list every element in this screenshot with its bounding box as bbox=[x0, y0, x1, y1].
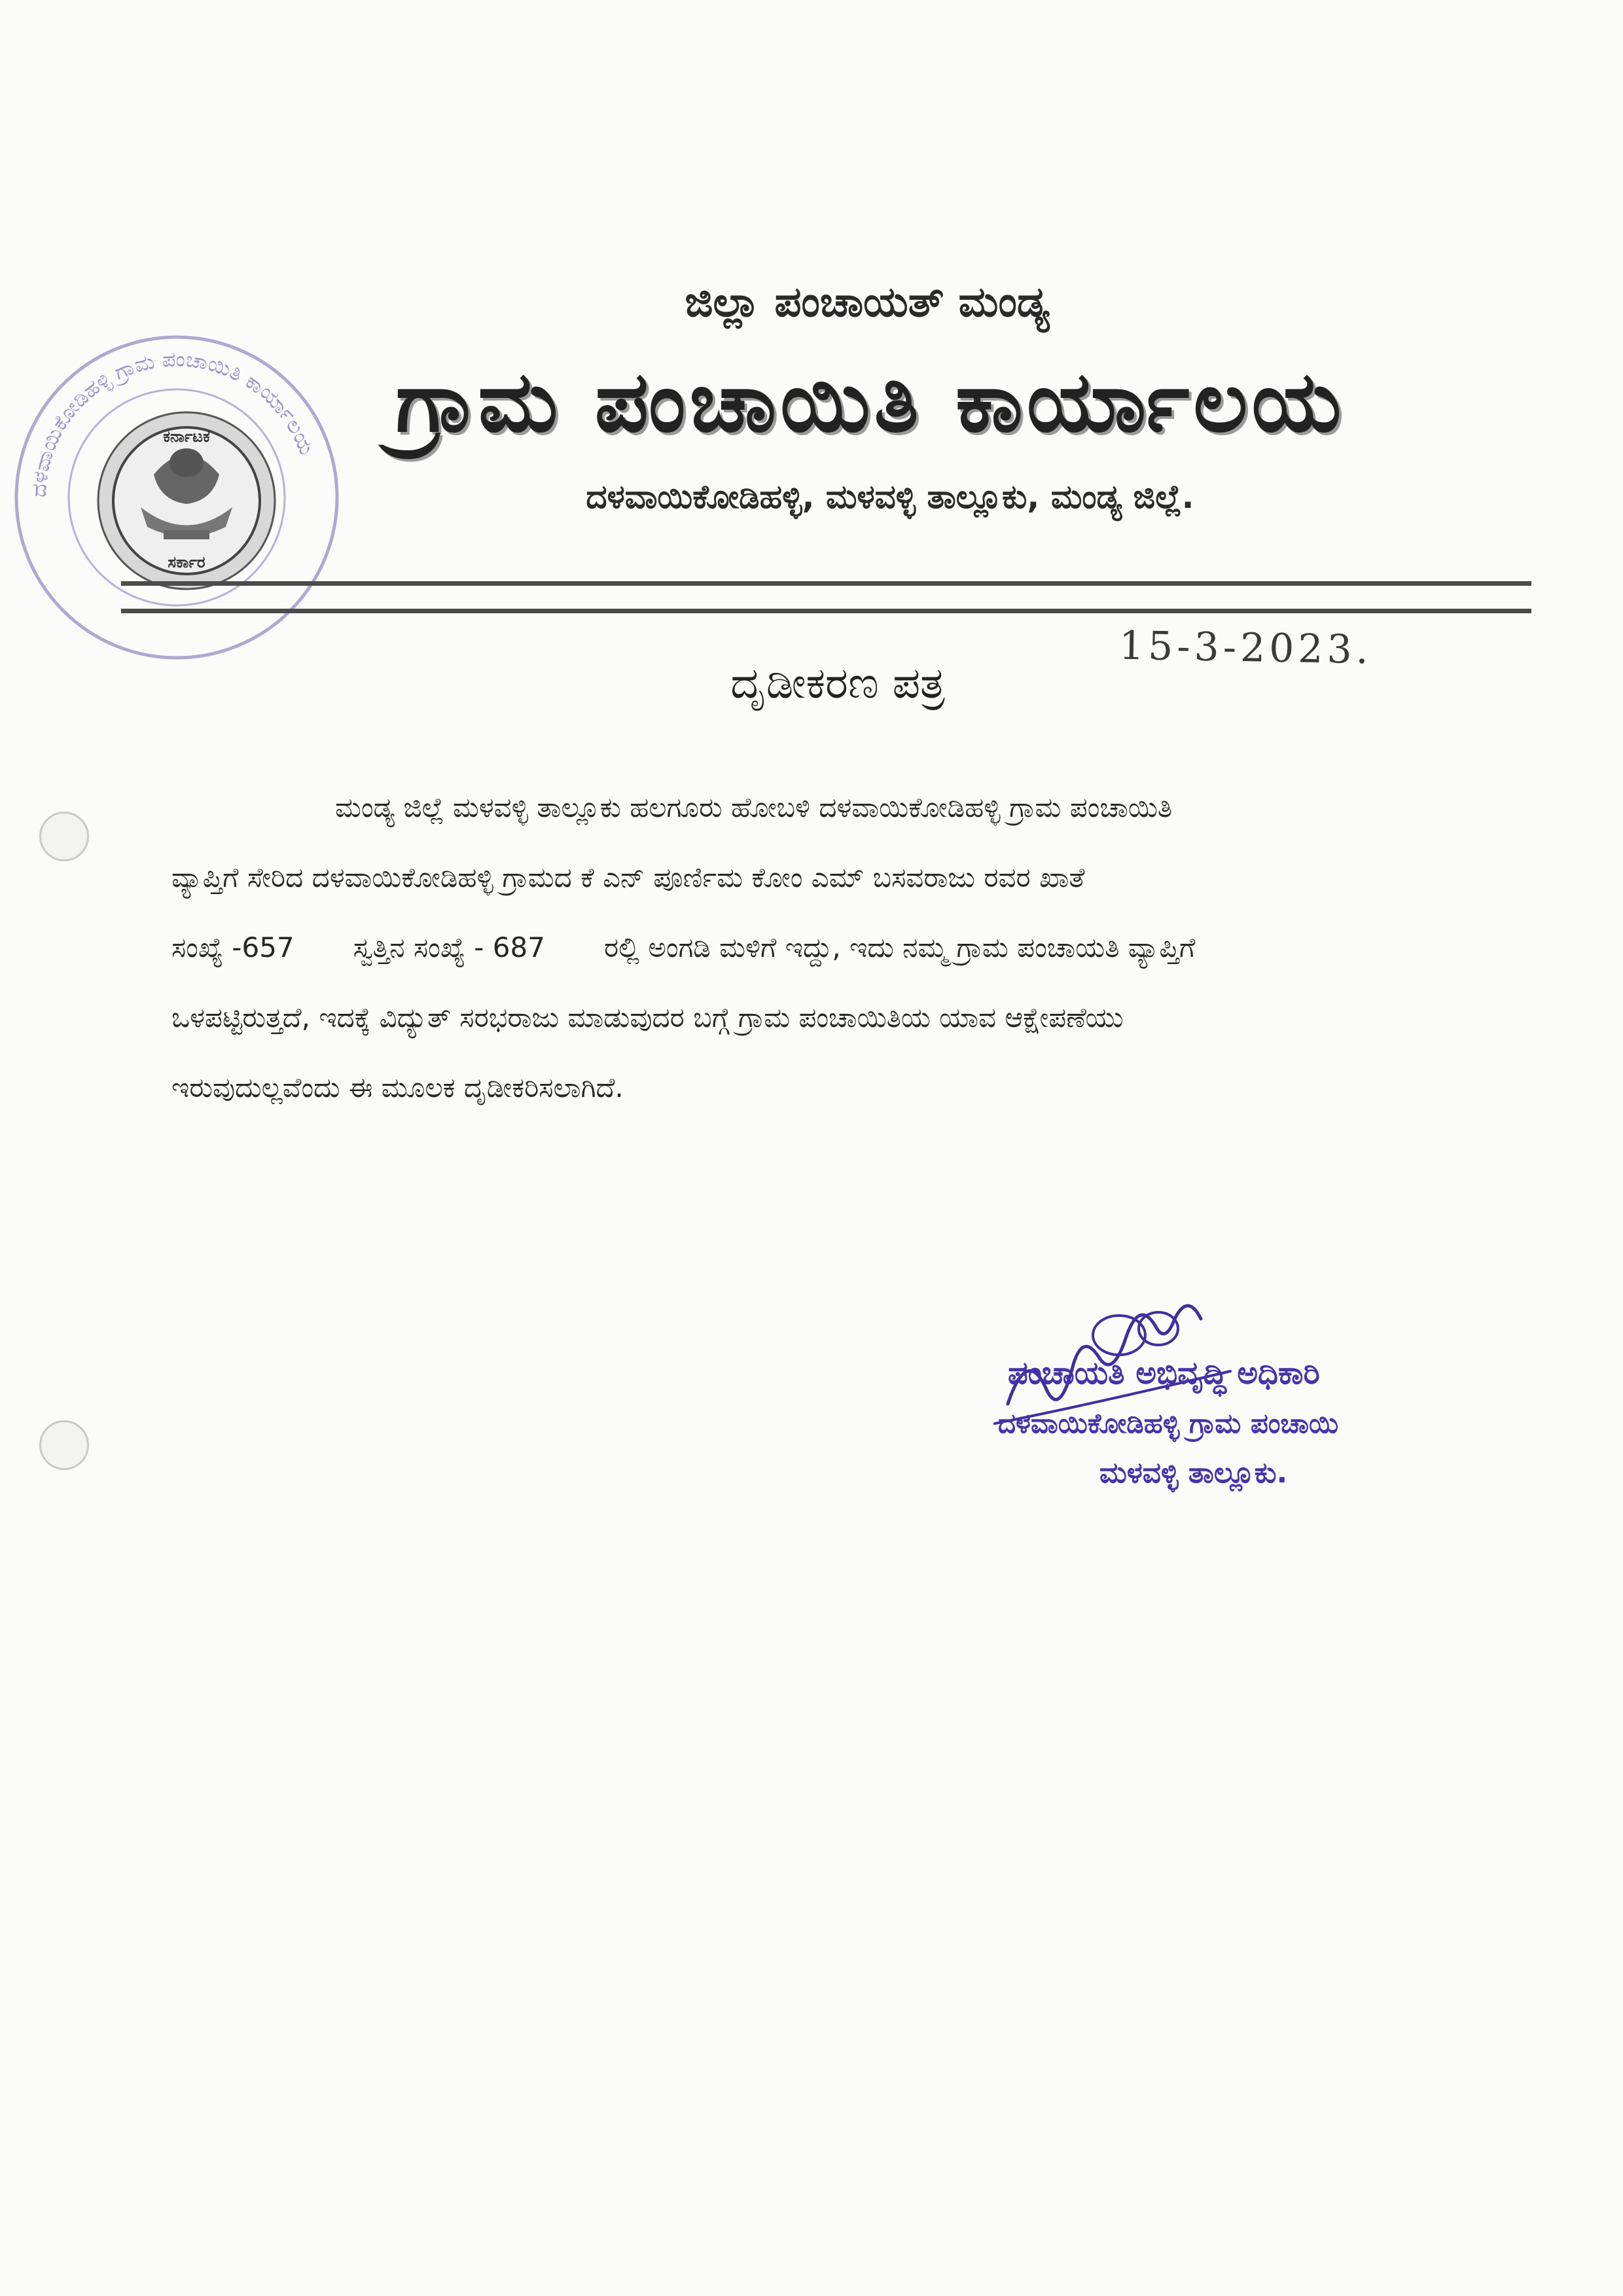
emblem-bottom-text: ಸರ್ಕಾರ bbox=[168, 553, 205, 571]
zilla-panchayat-header: ಜಿಲ್ಲಾ ಪಂಚಾಯತ್ ಮಂಡ್ಯ bbox=[685, 278, 1050, 327]
punch-hole-bottom bbox=[39, 1420, 89, 1470]
certificate-subject: ದೃಡೀಕರಣ ಪತ್ರ bbox=[730, 658, 945, 708]
body-line-3 bbox=[171, 912, 1415, 982]
punch-hole-top bbox=[39, 812, 89, 861]
body-line-2: ವ್ಯಾಪ್ತಿಗೆ ಸೇರಿದ ದಳವಾಯಿಕೋಡಿಹಳ್ಳಿ ಗ್ರಾಮದ ಕೆ ಎನ್ ಪೂರ್ಣಿಮ ಕೋಂ ಎಮ್ ಬಸವರಾಜು ರವರ ಖಾತೆ bbox=[171, 861, 1085, 893]
signatory-designation: ಪಂಚಾಯತಿ ಅಭಿವೃದ್ಧಿ ಅಧಿಕಾರಿ bbox=[1008, 1355, 1320, 1391]
body-line-3-text: ರಲ್ಲಿ ಅಂಗಡಿ ಮಳಿಗೆ ಇದ್ದು, ಇದು ನಮ್ಮ ಗ್ರಾಮ ಪಂಚಾಯತಿ ವ್ಯಾಪ್ತಿಗೆ bbox=[603, 931, 1196, 963]
emblem-top-text: ಕರ್ನಾಟಕ bbox=[163, 427, 210, 446]
signatory-office: ದಳವಾಯಿಕೋಡಿಹಳ್ಳಿ ಗ್ರಾಮ ಪಂಚಾಯಿ bbox=[998, 1407, 1339, 1439]
body-line-5: ಇರುವುದುಲ್ಲವೆಂದು ಈ ಮೂಲಕ ದೃಡೀಕರಿಸಲಾಗಿದೆ. bbox=[171, 1071, 624, 1103]
header-rule-top bbox=[121, 581, 1531, 586]
body-line-4: ಒಳಪಟ್ಟಿರುತ್ತದೆ, ಇದಕ್ಕೆ ವಿದ್ಯುತ್ ಸರಭರಾಜು ಮಾಡುವುದರ ಬಗ್ಗೆ ಗ್ರಾಮ ಪಂಚಾಯಿತಿಯ ಯಾವ ಆಕ್ಷೇಪಣೆಯು bbox=[171, 1001, 1124, 1033]
handwritten-date: 15-3-2023. bbox=[1118, 622, 1373, 673]
stamp-ring-text: ದಳವಾಯಿಕೋಡಿಹಳ್ಳಿ ಗ್ರಾಮ ಪಂಚಾಯಿತಿ ಕಾರ್ಯಾಲಯ bbox=[26, 346, 320, 498]
signatory-taluk: ಮಳವಳ್ಳಿ ತಾಲ್ಲೂಕು. bbox=[1099, 1456, 1288, 1490]
property-number: ಸ್ವತ್ತಿನ ಸಂಖ್ಯೆ - 687 bbox=[353, 931, 545, 963]
office-address: ದಳವಾಯಿಕೋಡಿಹಳ್ಳಿ, ಮಳವಳ್ಳಿ ತಾಲ್ಲೂಕು, ಮಂಡ್ಯ ಜಿಲ್ಲೆ. bbox=[586, 478, 1194, 516]
certificate-body bbox=[171, 772, 1415, 1122]
body-line-1: ಮಂಡ್ಯ ಜಿಲ್ಲೆ ಮಳವಳ್ಳಿ ತಾಲ್ಲೂಕು ಹಲಗೂರು ಹೋಬಳಿ ದಳವಾಯಿಕೋಡಿಹಳ್ಳಿ ಗ್ರಾಮ ಪಂಚಾಯಿತಿ bbox=[335, 791, 1173, 823]
office-title: ಗ್ರಾಮ ಪಂಚಾಯಿತಿ ಕಾರ್ಯಾಲಯ bbox=[395, 353, 1346, 451]
header-rule-bottom bbox=[121, 609, 1531, 613]
khata-number: ಸಂಖ್ಯೆ -657 bbox=[171, 931, 294, 963]
